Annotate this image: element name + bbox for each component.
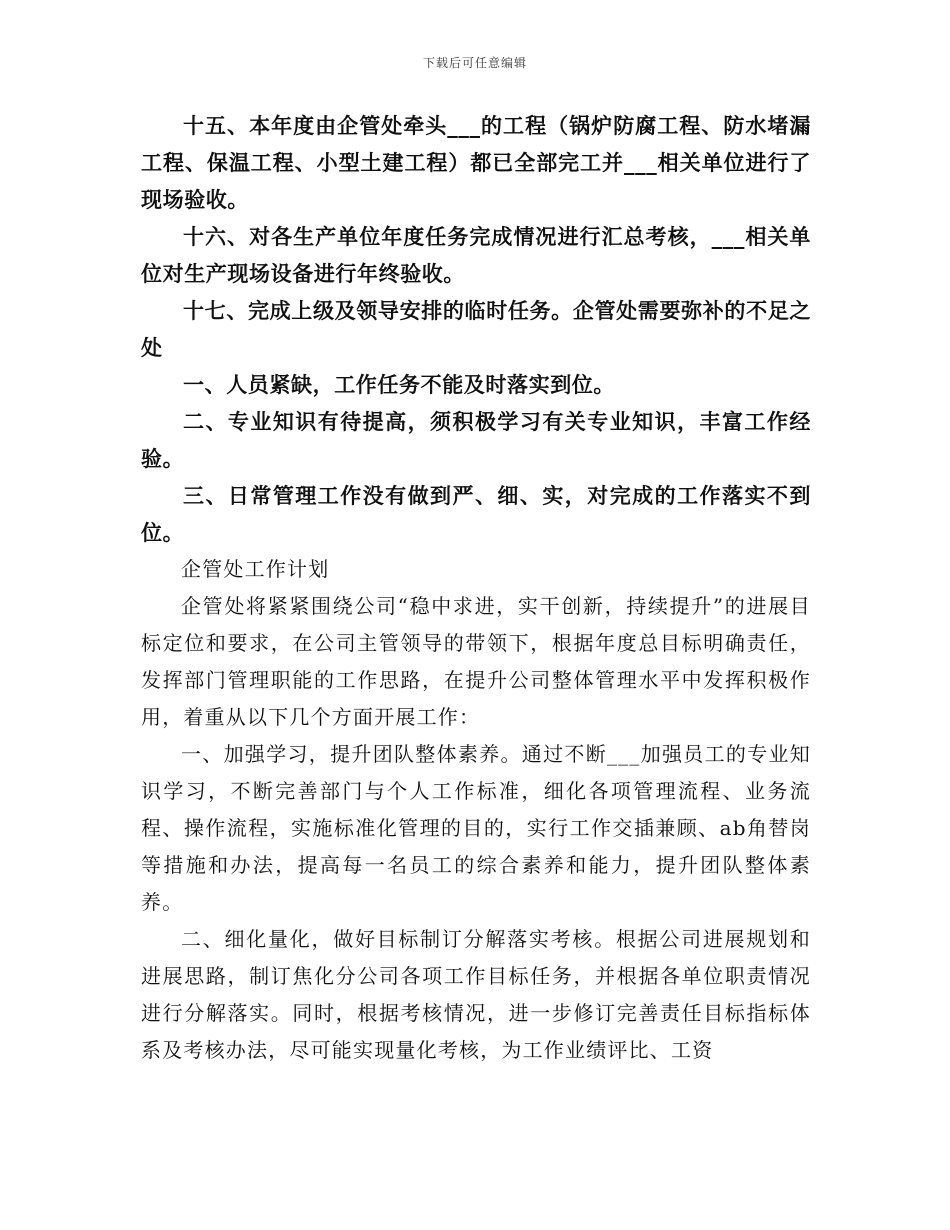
shortcoming-1: 一、人员紧缺，工作任务不能及时落实到位。 (183, 372, 615, 397)
plan-intro: 企管处将紧紧围绕公司“稳中求进，实干创新，持续提升”的进展目标定位和要求，在公司主管领导的带领下，根据年度总目标明确责任，发挥部门管理职能的工作思路，在提升公司整体管理水平中发挥积极作用，着重从以下几个方面开展工作： (141, 594, 811, 729)
shortcoming-3: 三、日常管理工作没有做到严、细、实，对完成的工作落实不到位。 (141, 483, 811, 545)
paragraph-item-17: 十七、完成上级及领导安排的临时任务。企管处需要弥补的不足之处 (141, 298, 811, 360)
plan-item-2: 二、细化量化，做好目标制订分解落实考核。根据公司进展规划和进展思路，制订焦化分公司各项工作目标任务，并根据各单位职责情况进行分解落实。同时，根据考核情况，进一步修订完善责任目标指标体系及考核办法，尽可能实现量化考核，为工作业绩评比、工资 (141, 927, 811, 1062)
header-note: 下载后可任意编辑 (422, 56, 527, 70)
paragraph-item-16: 十六、对各生产单位年度任务完成情况进行汇总考核，___相关单位对生产现场设备进行年终验收。 (141, 224, 811, 286)
plan-item-1: 一、加强学习，提升团队整体素养。通过不断___加强员工的专业知识学习，不断完善部门与个人工作标准，细化各项管理流程、业务流程、操作流程，实施标准化管理的目的，实行工作交插兼顾、ab角替岗等措施和办法，提高每一名员工的综合素养和能力，提升团队整体素养。 (141, 742, 811, 914)
section-title: 企管处工作计划 (181, 557, 330, 581)
shortcoming-2: 二、专业知识有待提高，须积极学习有关专业知识，丰富工作经验。 (141, 409, 811, 471)
paragraph-item-15: 十五、本年度由企管处牵头___的工程（锅炉防腐工程、防水堵漏工程、保温工程、小型土建工程）都已全部完工并___相关单位进行了现场验收。 (141, 113, 811, 212)
document-body (141, 107, 811, 1069)
